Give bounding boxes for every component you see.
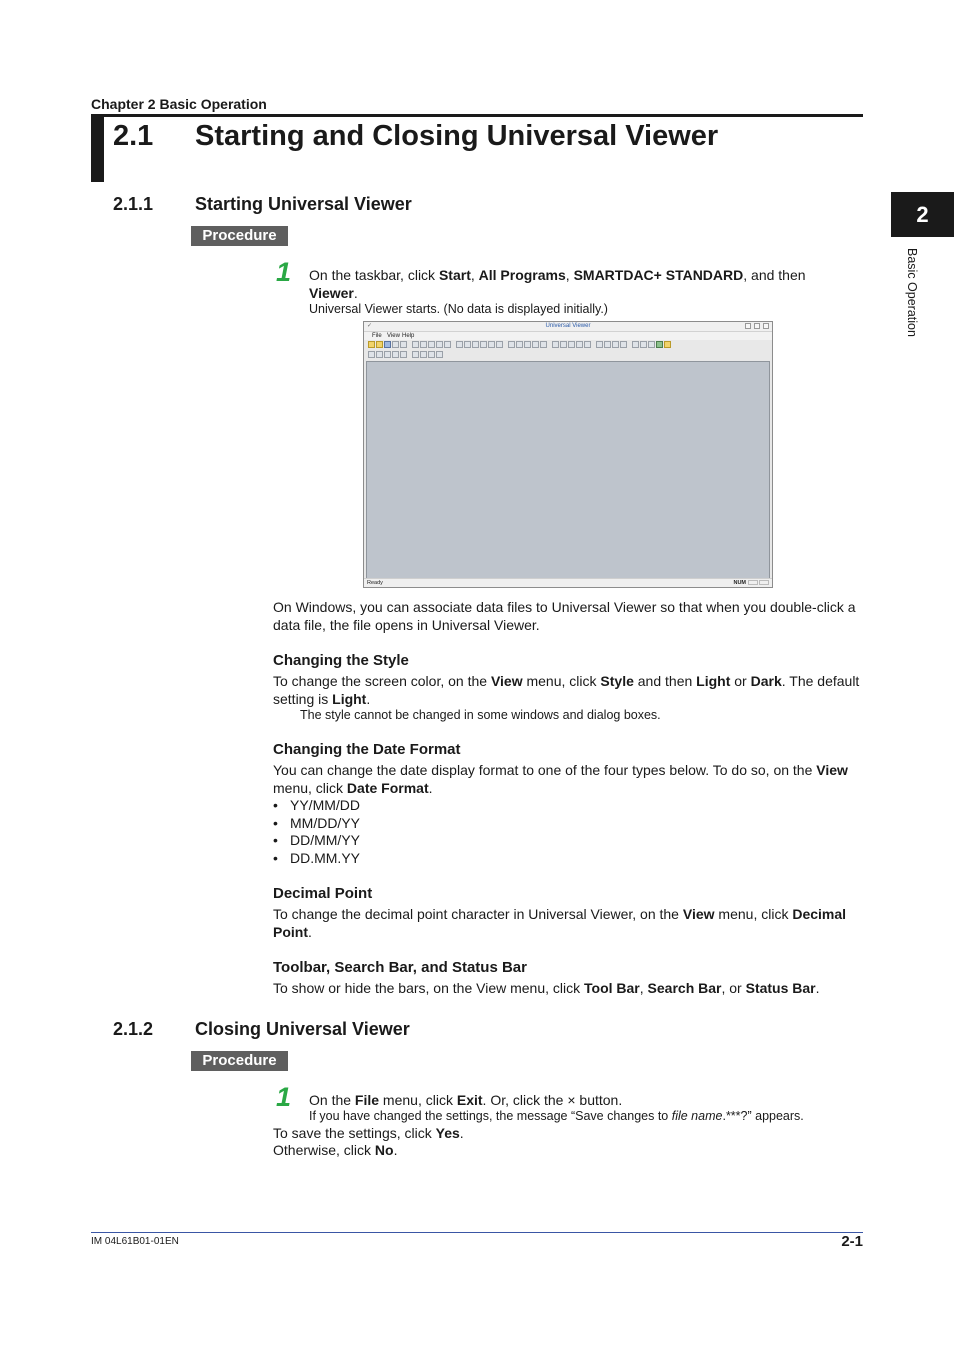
- list-item: • MM/DD/YY: [272, 815, 360, 833]
- status-indicator: [748, 580, 758, 585]
- folder-icon: [376, 341, 383, 348]
- window-title: Universal Viewer: [545, 323, 591, 329]
- subsection-title-starting: Starting Universal Viewer: [195, 194, 412, 214]
- tool-icon: [392, 351, 399, 358]
- chapter-tab: 2: [891, 192, 954, 237]
- chapter-rule: [91, 114, 863, 117]
- bars-text: To show or hide the bars, on the View menu, click Tool Bar, Search Bar, or Status Bar.: [273, 980, 820, 996]
- window-title-bar: [364, 322, 772, 332]
- tool-icon: [412, 351, 419, 358]
- subsection-number-2-1-2: 2.1.2: [113, 1019, 154, 1039]
- tool-icon: [604, 341, 611, 348]
- window-status-bar: [364, 578, 772, 587]
- tool-icon: [596, 341, 603, 348]
- chapter-tab-label: Basic Operation: [905, 248, 919, 337]
- step-text: On the taskbar, click Start, All Programs, SMARTDAC+ STANDARD, and then Viewer.: [309, 267, 806, 301]
- status-num: NUM: [733, 580, 746, 586]
- tool-icon: [428, 341, 435, 348]
- document-id: IM 04L61B01-01EN: [91, 1236, 179, 1247]
- save-icon: [384, 341, 391, 348]
- menu-help: Help: [402, 333, 415, 339]
- open-icon: [368, 341, 375, 348]
- tool-icon: [620, 341, 627, 348]
- style-heading: Changing the Style: [273, 652, 409, 669]
- date-format-heading: Changing the Date Format: [273, 741, 461, 758]
- tool-icon: [496, 341, 503, 348]
- tool-icon: [540, 341, 547, 348]
- tool-icon: [656, 341, 663, 348]
- tool-icon: [560, 341, 567, 348]
- tool-icon: [444, 341, 451, 348]
- minimize-icon: [745, 323, 751, 329]
- tool-icon: [420, 351, 427, 358]
- tool-icon: [612, 341, 619, 348]
- association-note: On Windows, you can associate data files to Universal Viewer so that when you double-click a data file, the file opens in Universal Viewer.: [273, 599, 856, 633]
- tool-icon: [508, 341, 515, 348]
- tool-icon: [472, 341, 479, 348]
- step-number: 1: [276, 1082, 292, 1112]
- close-icon: [763, 323, 769, 329]
- date-format-text: You can change the date display format to one of the four types below. To do so, on the View menu, click Date Format.: [273, 762, 848, 796]
- tool-icon: [436, 351, 443, 358]
- copy-icon: [400, 341, 407, 348]
- tool-icon: [632, 341, 639, 348]
- tool-icon: [648, 341, 655, 348]
- menu-view: View: [387, 333, 400, 339]
- date-format-list: [272, 797, 360, 867]
- step-note: Universal Viewer starts. (No data is displayed initially.): [309, 302, 608, 316]
- page-number: 2-1: [841, 1233, 863, 1250]
- tool-icon: [436, 341, 443, 348]
- style-note: The style cannot be changed in some windows and dialog boxes.: [300, 708, 661, 722]
- tool-icon: [412, 341, 419, 348]
- step-number: 1: [276, 257, 292, 287]
- status-indicator: [759, 580, 769, 585]
- tool-icon: [516, 341, 523, 348]
- tool-icon: [376, 351, 383, 358]
- maximize-icon: [754, 323, 760, 329]
- list-item: • YY/MM/DD: [272, 797, 360, 815]
- bars-heading: Toolbar, Search Bar, and Status Bar: [273, 959, 527, 976]
- procedure-label: Procedure: [191, 226, 288, 246]
- style-text: To change the screen color, on the View menu, click Style and then Light or Dark. The default setting is Light.: [273, 673, 860, 707]
- app-logo-icon: ✓: [367, 323, 373, 329]
- menu-file: File: [372, 333, 382, 339]
- tool-icon: [400, 351, 407, 358]
- section-title-bar: [91, 114, 104, 182]
- tool-icon: [488, 341, 495, 348]
- toolbar-row-2: [368, 351, 443, 359]
- tool-icon: [384, 351, 391, 358]
- tool-icon: [456, 341, 463, 348]
- tool-icon: [532, 341, 539, 348]
- tool-icon: [464, 341, 471, 348]
- decimal-text: To change the decimal point character in Universal Viewer, on the View menu, click Decimal Point.: [273, 906, 847, 940]
- tool-icon: [568, 341, 575, 348]
- footer-rule: [91, 1232, 863, 1233]
- chapter-label: Chapter 2 Basic Operation: [91, 96, 267, 112]
- procedure-label: Procedure: [191, 1051, 288, 1071]
- status-ready: Ready: [367, 580, 383, 586]
- section-number: 2.1: [113, 120, 154, 152]
- tool-icon: [420, 341, 427, 348]
- tool-icon: [428, 351, 435, 358]
- subsection-number-2-1-1: 2.1.1: [113, 194, 154, 214]
- universal-viewer-screenshot: [363, 321, 773, 588]
- window-canvas: [366, 361, 770, 579]
- tool-icon: [584, 341, 591, 348]
- window-menu-bar: [364, 332, 772, 340]
- otherwise-instruction: Otherwise, click No.: [273, 1142, 398, 1158]
- step-note: If you have changed the settings, the message “Save changes to file name.***?” appears.: [309, 1109, 804, 1123]
- tool-icon: [640, 341, 647, 348]
- save-instruction: To save the settings, click Yes.: [273, 1125, 464, 1141]
- help-icon: [664, 341, 671, 348]
- list-item: • DD/MM/YY: [272, 832, 360, 850]
- tool-icon: [480, 341, 487, 348]
- decimal-heading: Decimal Point: [273, 885, 373, 902]
- tool-icon: [368, 351, 375, 358]
- section-title: Starting and Closing Universal Viewer: [195, 120, 719, 152]
- step-text: On the File menu, click Exit. Or, click the × button.: [309, 1092, 623, 1108]
- tool-icon: [552, 341, 559, 348]
- subsection-title-closing: Closing Universal Viewer: [195, 1019, 410, 1039]
- tool-icon: [576, 341, 583, 348]
- print-icon: [392, 341, 399, 348]
- list-item: • DD.MM.YY: [272, 850, 360, 868]
- toolbar-row-1: [368, 341, 671, 349]
- tool-icon: [524, 341, 531, 348]
